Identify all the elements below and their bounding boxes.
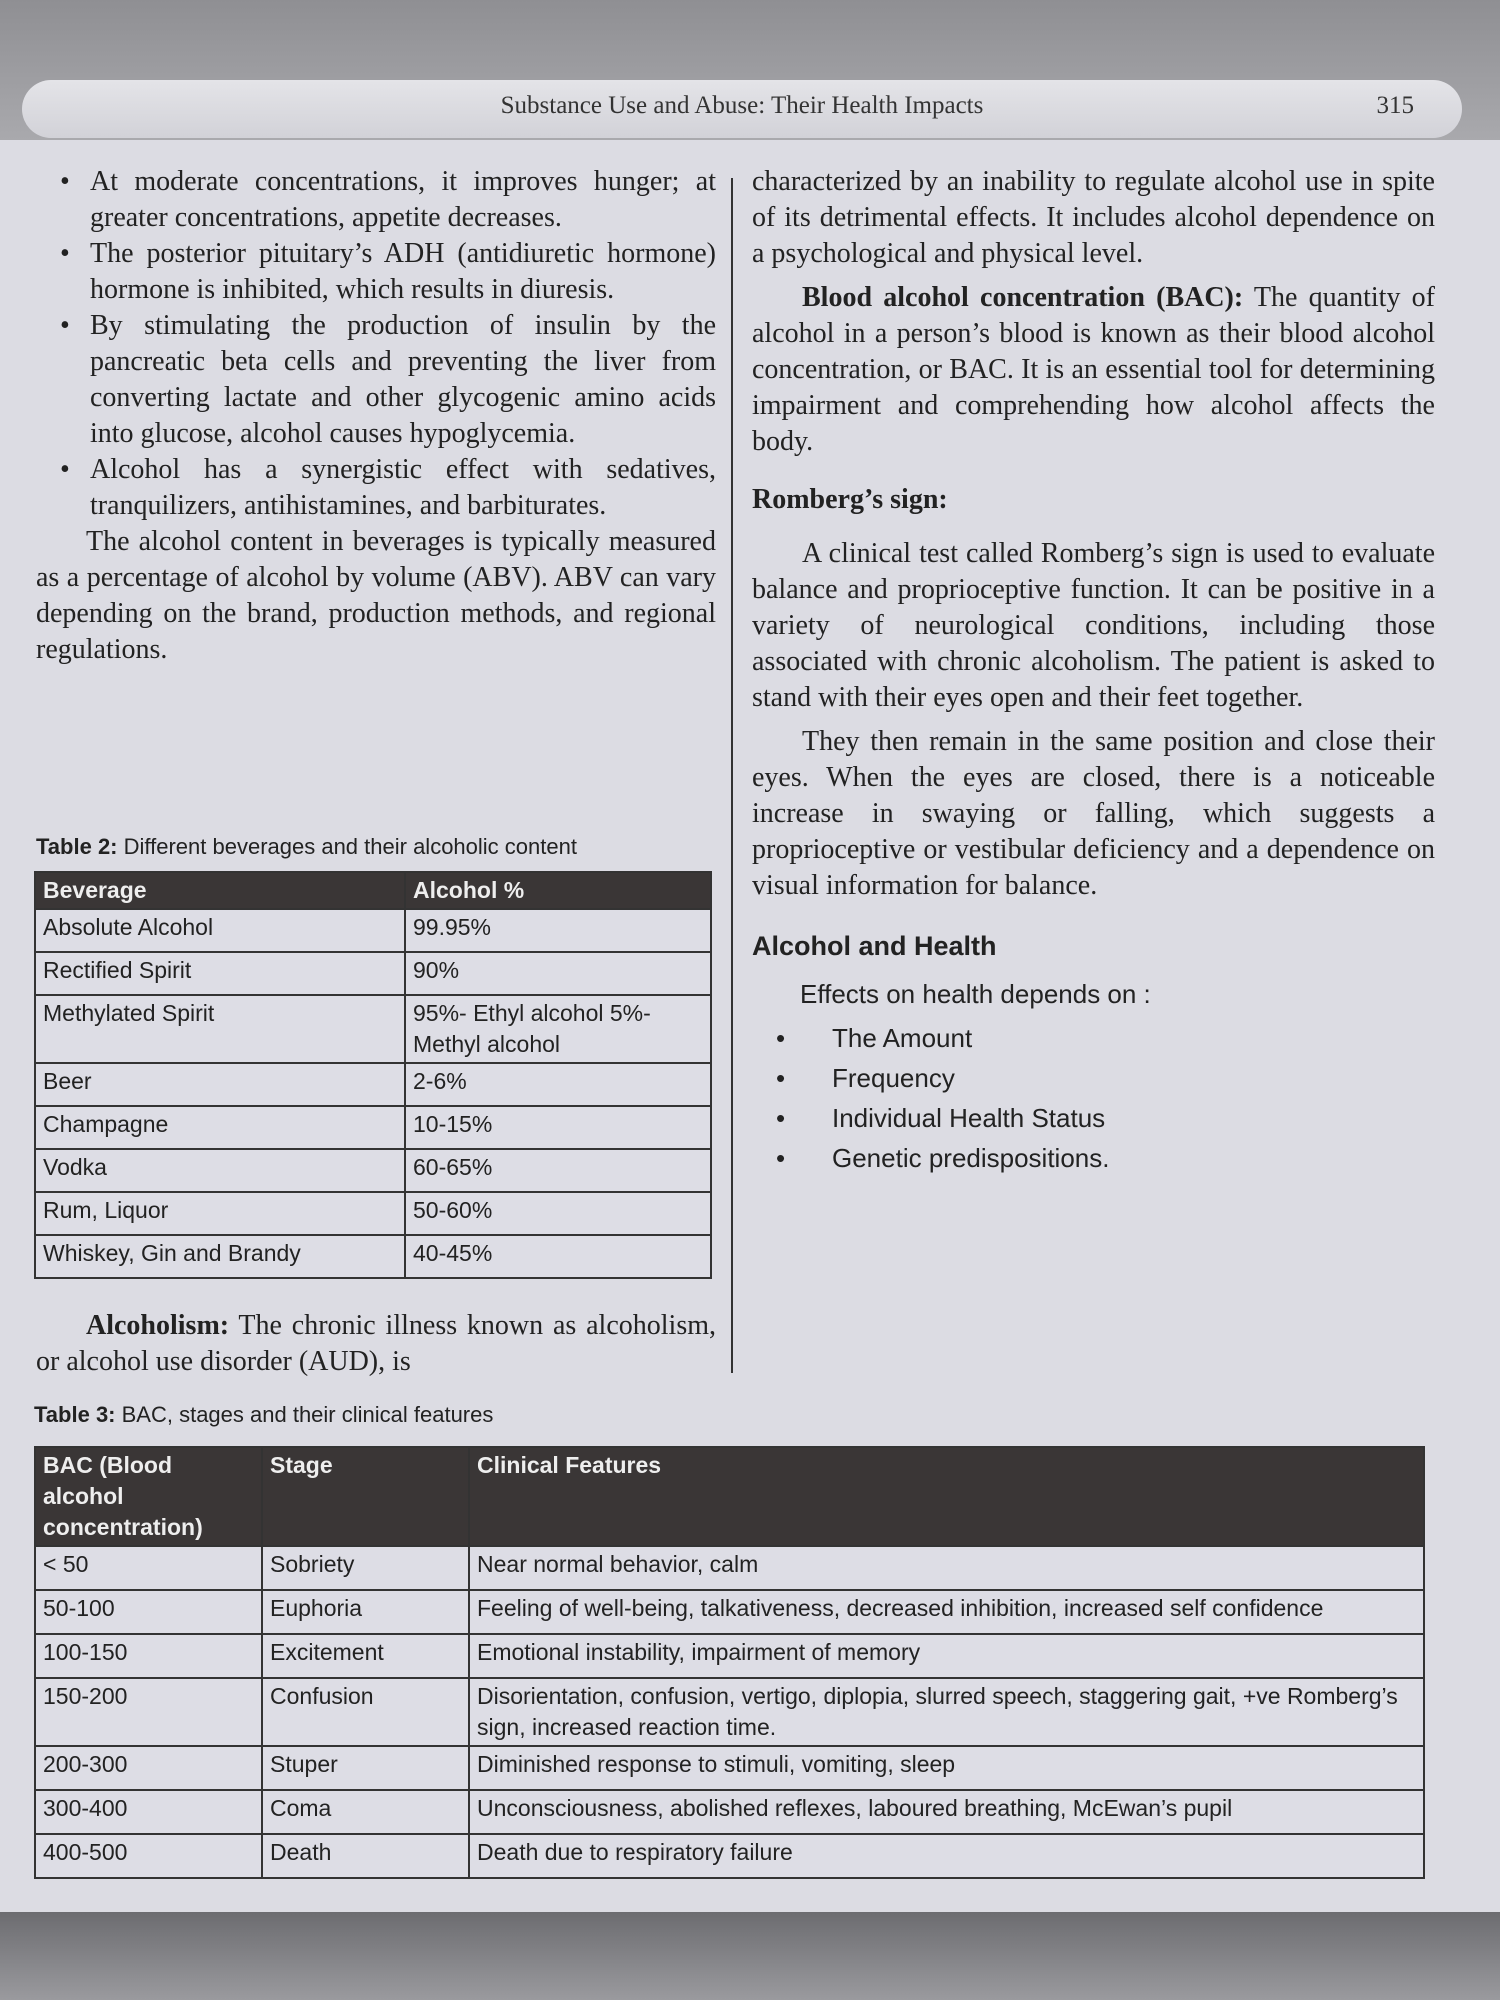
table-cell: Death — [262, 1834, 469, 1878]
table2-caption — [36, 834, 577, 860]
table-cell: < 50 — [35, 1546, 262, 1590]
table-cell: Whiskey, Gin and Brandy — [35, 1235, 405, 1278]
table-cell: Feeling of well-being, talkativeness, decreased inhibition, increased self confidence — [469, 1590, 1424, 1634]
table-row — [35, 1746, 1424, 1790]
table-cell: Sobriety — [262, 1546, 469, 1590]
bac-term: Blood alcohol concentration (BAC): — [802, 282, 1244, 313]
table-row — [35, 995, 711, 1063]
alcoholism-term: Alcoholism: — [86, 1310, 230, 1341]
table-cell: 400-500 — [35, 1834, 262, 1878]
bac-stages-table — [34, 1446, 1425, 1879]
table-cell: Diminished response to stimuli, vomiting, sleep — [469, 1746, 1424, 1790]
table-row — [35, 1149, 711, 1192]
table-cell: Disorientation, confusion, vertigo, diplopia, slurred speech, staggering gait, +ve Romberg’s sign, increased reaction time. — [469, 1678, 1424, 1746]
table3-caption — [34, 1402, 493, 1428]
table-cell: 99.95% — [405, 909, 711, 952]
caption-text: Different beverages and their alcoholic content — [117, 834, 577, 859]
table-cell: Near normal behavior, calm — [469, 1546, 1424, 1590]
effects-list — [36, 164, 716, 524]
table-row — [35, 1063, 711, 1106]
column-divider — [731, 178, 733, 1373]
column-header: Stage — [262, 1447, 469, 1546]
table-cell: Beer — [35, 1063, 405, 1106]
table-row — [35, 1192, 711, 1235]
page-number: 315 — [1376, 92, 1414, 119]
table-cell: 90% — [405, 952, 711, 995]
alcoholism-paragraph — [36, 1308, 716, 1380]
table-cell: 50-100 — [35, 1590, 262, 1634]
list-item: • The Amount — [752, 1018, 1435, 1058]
table-cell: 10-15% — [405, 1106, 711, 1149]
column-header: Beverage — [35, 872, 405, 909]
table-cell: 50-60% — [405, 1192, 711, 1235]
table-row — [35, 952, 711, 995]
list-item: • Frequency — [752, 1058, 1435, 1098]
table-header-row — [35, 1447, 1424, 1546]
table-cell: Emotional instability, impairment of memory — [469, 1634, 1424, 1678]
running-title: Substance Use and Abuse: Their Health Impacts — [500, 92, 984, 119]
table-row — [35, 1235, 711, 1278]
table-cell: 300-400 — [35, 1790, 262, 1834]
table-cell: Champagne — [35, 1106, 405, 1149]
table-row — [35, 1546, 1424, 1590]
table-cell: Rectified Spirit — [35, 952, 405, 995]
bottom-band — [0, 1912, 1500, 2000]
romberg-heading: Romberg’s sign: — [752, 484, 948, 515]
list-item: • Alcohol has a synergistic effect with sedatives, tranquilizers, antihistamines, and barbiturates. — [36, 452, 716, 524]
table-cell: Unconsciousness, abolished reflexes, laboured breathing, McEwan’s pupil — [469, 1790, 1424, 1834]
table-row — [35, 1834, 1424, 1878]
table-row — [35, 1790, 1424, 1834]
beverages-table — [34, 871, 712, 1279]
table-cell: 100-150 — [35, 1634, 262, 1678]
table-header-row — [35, 872, 711, 909]
table-cell: 200-300 — [35, 1746, 262, 1790]
table-cell: Death due to respiratory failure — [469, 1834, 1424, 1878]
table-row — [35, 909, 711, 952]
left-column — [36, 164, 716, 668]
list-item: • Individual Health Status — [752, 1098, 1435, 1138]
romberg-paragraph-1: A clinical test called Romberg’s sign is used to evaluate balance and proprioceptive function. It can be positive in a variety of neurological conditions, including those associated with chronic alcoholism. The patient is asked to stand with their eyes open and their feet together. — [752, 538, 1435, 713]
caption-label: Table 2: — [36, 834, 118, 859]
column-header: Alcohol % — [405, 872, 711, 909]
list-item: • Genetic predispositions. — [752, 1138, 1435, 1178]
right-column — [752, 164, 1435, 1178]
column-header: BAC (Blood alcohol concentration) — [35, 1447, 262, 1546]
table-cell: Confusion — [262, 1678, 469, 1746]
bac-text: The quantity of alcohol in a person’s blood is known as their blood alcohol concentration, or BAC. It is an essential tool for determining impairment and comprehending how alcohol affects the body. — [752, 282, 1435, 457]
table-cell: 2-6% — [405, 1063, 711, 1106]
table-cell: 150-200 — [35, 1678, 262, 1746]
romberg-paragraph-2: They then remain in the same position and close their eyes. When the eyes are closed, there is a noticeable increase in swaying or falling, which suggests a proprioceptive or vestibular deficiency and a dependence on visual information for balance. — [752, 726, 1435, 901]
column-header: Clinical Features — [469, 1447, 1424, 1546]
health-factors-list — [752, 1018, 1435, 1178]
caption-label: Table 3: — [34, 1402, 116, 1427]
bac-paragraph — [752, 280, 1435, 460]
list-item: • At moderate concentrations, it improves hunger; at greater concentrations, appetite decreases. — [36, 164, 716, 236]
table-cell: Vodka — [35, 1149, 405, 1192]
table-cell: 40-45% — [405, 1235, 711, 1278]
health-heading: Alcohol and Health — [752, 931, 997, 961]
running-header — [22, 80, 1462, 138]
table-cell: Stuper — [262, 1746, 469, 1790]
table-cell: Excitement — [262, 1634, 469, 1678]
table-cell: 60-65% — [405, 1149, 711, 1192]
table-cell: Methylated Spirit — [35, 995, 405, 1063]
table-row — [35, 1678, 1424, 1746]
health-intro: Effects on health depends on : — [800, 979, 1151, 1009]
table-cell: Euphoria — [262, 1590, 469, 1634]
continuation-paragraph: characterized by an inability to regulate alcohol use in spite of its detrimental effects. It includes alcohol dependence on a psychological and physical level. — [752, 166, 1435, 269]
table-cell: Rum, Liquor — [35, 1192, 405, 1235]
table-row — [35, 1590, 1424, 1634]
table-row — [35, 1634, 1424, 1678]
caption-text: BAC, stages and their clinical features — [115, 1402, 494, 1427]
alcoholism-text: The chronic illness known as alcoholism, or alcohol use disorder (AUD), is — [36, 1310, 716, 1377]
list-item: • By stimulating the production of insulin by the pancreatic beta cells and preventing the liver from converting lactate and other glycogenic amino acids into glucose, alcohol causes hypoglycemia. — [36, 308, 716, 452]
list-item: • The posterior pituitary’s ADH (antidiuretic hormone) hormone is inhibited, which results in diuresis. — [36, 236, 716, 308]
table-cell: Absolute Alcohol — [35, 909, 405, 952]
table-cell: 95%- Ethyl alcohol 5%- Methyl alcohol — [405, 995, 711, 1063]
table-cell: Coma — [262, 1790, 469, 1834]
abv-paragraph: The alcohol content in beverages is typically measured as a percentage of alcohol by volume (ABV). ABV can vary depending on the brand, production methods, and regional regulations. — [36, 526, 716, 665]
table-row — [35, 1106, 711, 1149]
